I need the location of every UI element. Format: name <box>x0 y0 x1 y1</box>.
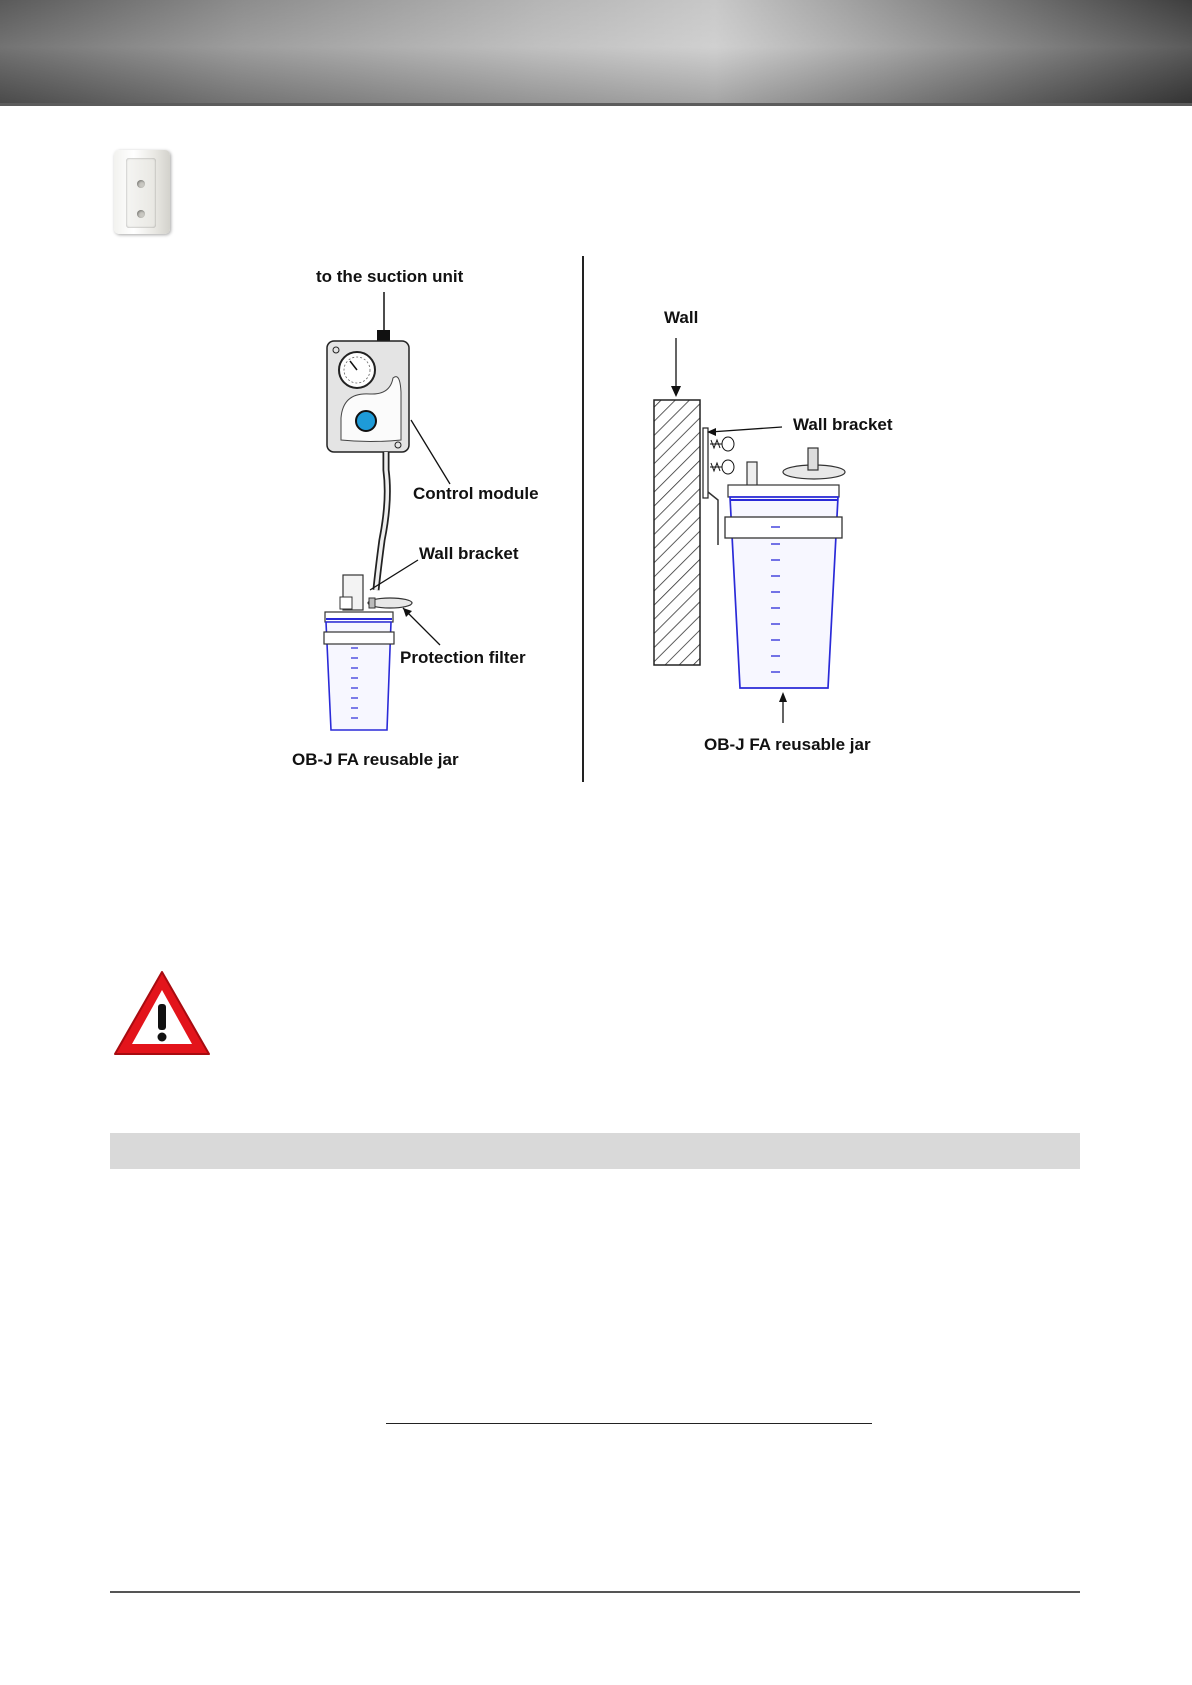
label-suction-unit: to the suction unit <box>316 267 464 286</box>
jar-clamp-band <box>324 632 394 644</box>
label-jar-left: OB-J FA reusable jar <box>292 750 459 769</box>
section-heading-bar <box>110 1133 1080 1169</box>
regulator-knob-icon <box>356 411 376 431</box>
right-bracket-leader <box>710 427 782 432</box>
large-jar-clamp-band <box>725 517 842 538</box>
label-wall: Wall <box>664 308 699 327</box>
label-jar-right: OB-J FA reusable jar <box>704 735 871 754</box>
right-jar-lid <box>728 485 839 497</box>
label-protection-filter: Protection filter <box>400 648 526 667</box>
separator-line <box>386 1423 872 1424</box>
label-wall-bracket-right: Wall bracket <box>793 415 893 434</box>
wall-section <box>654 400 700 665</box>
installation-diagram <box>0 0 1192 820</box>
label-wall-bracket-left: Wall bracket <box>419 544 519 563</box>
control-leader <box>411 420 450 484</box>
mounting-screws <box>710 437 734 474</box>
suction-port <box>377 330 390 341</box>
label-control-module: Control module <box>413 484 539 503</box>
wall-bracket-plate <box>703 428 708 498</box>
warning-triangle-icon <box>112 968 212 1058</box>
footer-rule <box>110 1591 1080 1593</box>
